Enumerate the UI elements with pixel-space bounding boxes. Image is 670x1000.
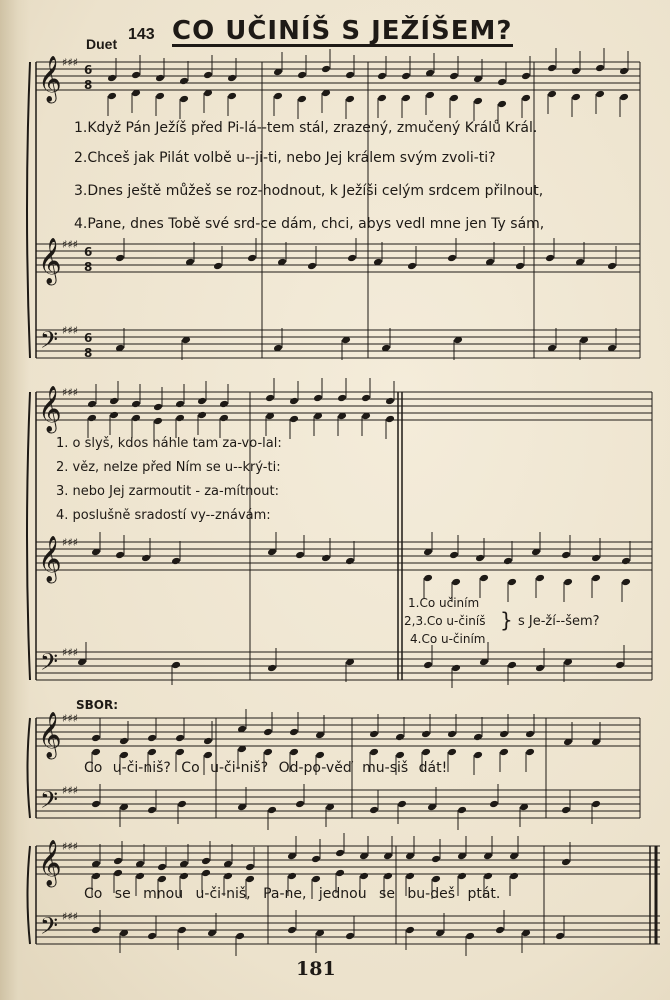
note-head bbox=[245, 863, 255, 872]
note-head bbox=[109, 397, 119, 406]
note-head bbox=[115, 551, 125, 560]
note-head bbox=[547, 90, 557, 99]
svg-text:♯♯♯: ♯♯♯ bbox=[62, 712, 78, 725]
refrain-line-2: 2,3.Co u-činíš bbox=[404, 614, 486, 628]
note-head bbox=[235, 932, 245, 941]
note-head bbox=[405, 872, 415, 881]
note-head bbox=[263, 748, 273, 757]
note-head bbox=[307, 262, 317, 271]
svg-text:♯♯♯: ♯♯♯ bbox=[62, 536, 78, 549]
note-head bbox=[591, 800, 601, 809]
song-title: CO UČINÍŠ S JEŽÍŠEM? bbox=[172, 16, 513, 46]
note-head bbox=[473, 733, 483, 742]
note-head bbox=[535, 574, 545, 583]
note-head bbox=[449, 551, 459, 560]
note-head bbox=[227, 74, 237, 83]
note-head bbox=[407, 262, 417, 271]
note-head bbox=[521, 72, 531, 81]
note-head bbox=[525, 748, 535, 757]
note-head bbox=[141, 554, 151, 563]
note-head bbox=[503, 557, 513, 566]
note-head bbox=[109, 411, 119, 420]
note-head bbox=[447, 730, 457, 739]
note-head bbox=[131, 400, 141, 409]
svg-text:♯♯♯: ♯♯♯ bbox=[62, 238, 78, 251]
note-head bbox=[431, 855, 441, 864]
note-head bbox=[473, 751, 483, 760]
svg-text:♯♯♯: ♯♯♯ bbox=[62, 324, 78, 337]
svg-text:♯♯♯: ♯♯♯ bbox=[62, 784, 78, 797]
note-head bbox=[91, 748, 101, 757]
svg-text:𝄢: 𝄢 bbox=[40, 326, 59, 359]
svg-text:𝄢: 𝄢 bbox=[40, 912, 59, 945]
note-head bbox=[547, 64, 557, 73]
svg-text:8: 8 bbox=[84, 260, 93, 274]
note-head bbox=[289, 728, 299, 737]
note-head bbox=[267, 664, 277, 673]
chorus-lyric: Co u-či-niš? Co u-či-niš? Od-po-věď mu-siš dát! bbox=[84, 760, 448, 776]
note-head bbox=[497, 100, 507, 109]
note-head bbox=[421, 730, 431, 739]
note-head bbox=[473, 97, 483, 106]
note-head bbox=[401, 94, 411, 103]
note-head bbox=[483, 872, 493, 881]
note-head bbox=[267, 806, 277, 815]
note-head bbox=[179, 872, 189, 881]
note-head bbox=[273, 92, 283, 101]
note-head bbox=[377, 94, 387, 103]
note-head bbox=[179, 77, 189, 86]
note-head bbox=[135, 872, 145, 881]
svg-text:𝄞: 𝄞 bbox=[38, 712, 62, 758]
note-head bbox=[147, 932, 157, 941]
note-head bbox=[475, 554, 485, 563]
note-head bbox=[621, 557, 631, 566]
note-head bbox=[153, 403, 163, 412]
note-head bbox=[347, 254, 357, 263]
refrain-line-3: 4.Co u-činím bbox=[410, 632, 486, 646]
note-head bbox=[395, 733, 405, 742]
note-head bbox=[395, 751, 405, 760]
note-head bbox=[313, 394, 323, 403]
note-head bbox=[203, 751, 213, 760]
note-head bbox=[385, 397, 395, 406]
note-head bbox=[421, 748, 431, 757]
staff-2-middle bbox=[36, 542, 652, 570]
note-head bbox=[91, 872, 101, 881]
note-head bbox=[175, 400, 185, 409]
note-head bbox=[595, 90, 605, 99]
note-head bbox=[201, 869, 211, 878]
svg-text:6: 6 bbox=[84, 331, 93, 345]
verse-4-cont-lyric: 4. poslušně sradostí vy--znávám: bbox=[56, 508, 271, 523]
svg-text:𝄢: 𝄢 bbox=[40, 786, 59, 819]
svg-text:8: 8 bbox=[84, 78, 93, 92]
note-head bbox=[507, 578, 517, 587]
note-head bbox=[175, 414, 185, 423]
note-head bbox=[401, 72, 411, 81]
note-head bbox=[621, 578, 631, 587]
note-head bbox=[361, 394, 371, 403]
svg-text:6: 6 bbox=[84, 245, 93, 259]
note-head bbox=[561, 806, 571, 815]
refrain-ending-lyric: s Je-ží--šem? bbox=[518, 614, 600, 629]
staff-2-bass bbox=[36, 652, 652, 680]
note-head bbox=[297, 95, 307, 104]
staff-3-bass bbox=[36, 790, 640, 818]
note-head bbox=[489, 800, 499, 809]
note-head bbox=[245, 875, 255, 884]
note-head bbox=[115, 254, 125, 263]
note-head bbox=[107, 92, 117, 101]
note-head bbox=[289, 415, 299, 424]
note-head bbox=[219, 400, 229, 409]
final-lyric: Co se mnou u-či-niš, Pa-ne, jednou se bu-deš ptát. bbox=[84, 886, 501, 902]
note-head bbox=[289, 397, 299, 406]
note-head bbox=[87, 400, 97, 409]
note-head bbox=[321, 554, 331, 563]
note-head bbox=[337, 394, 347, 403]
page-number: 181 bbox=[296, 958, 336, 980]
verse-4-lyric: 4.Pane, dnes Tobě své srd-ce dám, chci, abys vedl mne jen Ty sám, bbox=[74, 216, 545, 232]
svg-text:♯♯♯: ♯♯♯ bbox=[62, 910, 78, 923]
note-head bbox=[525, 730, 535, 739]
staff-4-bass bbox=[36, 916, 660, 944]
note-head bbox=[131, 414, 141, 423]
svg-text:𝄞: 𝄞 bbox=[38, 840, 62, 886]
note-head bbox=[499, 748, 509, 757]
note-head bbox=[465, 932, 475, 941]
verse-3-lyric: 3.Dnes ještě můžeš se roz-hodnout, k Ježíši celým srdcem přilnout, bbox=[74, 183, 544, 199]
note-head bbox=[619, 93, 629, 102]
svg-text:8: 8 bbox=[84, 346, 93, 360]
note-head bbox=[615, 661, 625, 670]
verse-1-cont-lyric: 1. o slyš, kdos náhle tam za-vo-lal: bbox=[56, 436, 282, 451]
note-head bbox=[335, 849, 345, 858]
note-head bbox=[177, 800, 187, 809]
note-head bbox=[423, 661, 433, 670]
note-head bbox=[155, 92, 165, 101]
note-head bbox=[175, 748, 185, 757]
note-head bbox=[131, 71, 141, 80]
note-head bbox=[345, 71, 355, 80]
note-head bbox=[219, 414, 229, 423]
svg-text:♯♯♯: ♯♯♯ bbox=[62, 646, 78, 659]
note-head bbox=[385, 415, 395, 424]
chorus-label: SBOR: bbox=[76, 698, 119, 712]
note-head bbox=[171, 661, 181, 670]
note-head bbox=[515, 262, 525, 271]
note-head bbox=[377, 72, 387, 81]
svg-text:𝄞: 𝄞 bbox=[38, 386, 62, 432]
svg-text:𝄞: 𝄞 bbox=[38, 56, 62, 102]
note-head bbox=[147, 748, 157, 757]
note-head bbox=[607, 262, 617, 271]
note-head bbox=[175, 734, 185, 743]
note-head bbox=[265, 394, 275, 403]
note-head bbox=[287, 872, 297, 881]
note-head bbox=[509, 872, 519, 881]
svg-text:6: 6 bbox=[84, 63, 93, 77]
voicing-label: Duet bbox=[86, 36, 118, 52]
note-head bbox=[451, 664, 461, 673]
svg-text:𝄢: 𝄢 bbox=[40, 648, 59, 681]
note-head bbox=[359, 872, 369, 881]
note-head bbox=[113, 869, 123, 878]
note-head bbox=[591, 554, 601, 563]
note-head bbox=[595, 64, 605, 73]
note-head bbox=[203, 71, 213, 80]
note-head bbox=[155, 74, 165, 83]
note-head bbox=[619, 67, 629, 76]
note-head bbox=[197, 411, 207, 420]
note-head bbox=[535, 664, 545, 673]
note-head bbox=[495, 926, 505, 935]
note-head bbox=[561, 858, 571, 867]
note-head bbox=[561, 551, 571, 560]
note-head bbox=[91, 734, 101, 743]
note-head bbox=[91, 800, 101, 809]
note-head bbox=[263, 728, 273, 737]
note-head bbox=[345, 95, 355, 104]
note-head bbox=[147, 806, 157, 815]
note-head bbox=[297, 71, 307, 80]
note-head bbox=[591, 574, 601, 583]
note-head bbox=[157, 863, 167, 872]
song-number: 143 bbox=[128, 26, 155, 43]
note-head bbox=[321, 65, 331, 74]
note-head bbox=[295, 800, 305, 809]
note-head bbox=[457, 872, 467, 881]
refrain-line-1: 1.Co učiním bbox=[408, 596, 480, 610]
svg-text:𝄞: 𝄞 bbox=[38, 536, 62, 582]
note-head bbox=[311, 875, 321, 884]
note-head bbox=[571, 67, 581, 76]
note-head bbox=[449, 94, 459, 103]
verse-1-lyric: 1.Když Pán Ježíš před Pi-lá--tem stál, zrazený, zmučený Králů Král. bbox=[74, 120, 538, 136]
note-head bbox=[179, 95, 189, 104]
verse-2-lyric: 2.Chceš jak Pilát volbě u--ji-ti, nebo Jej králem svým zvoli-ti? bbox=[74, 150, 496, 166]
note-head bbox=[369, 806, 379, 815]
note-head bbox=[335, 869, 345, 878]
note-head bbox=[457, 806, 467, 815]
note-head bbox=[571, 93, 581, 102]
note-head bbox=[405, 926, 415, 935]
note-head bbox=[213, 262, 223, 271]
note-head bbox=[113, 857, 123, 866]
note-head bbox=[563, 578, 573, 587]
note-head bbox=[147, 734, 157, 743]
note-head bbox=[247, 254, 257, 263]
verse-2-cont-lyric: 2. věz, nelze před Ním se u--krý-ti: bbox=[56, 460, 281, 475]
note-head bbox=[289, 748, 299, 757]
note-head bbox=[431, 875, 441, 884]
note-head bbox=[157, 875, 167, 884]
note-head bbox=[345, 932, 355, 941]
note-head bbox=[119, 737, 129, 746]
note-head bbox=[447, 748, 457, 757]
note-head bbox=[203, 737, 213, 746]
note-head bbox=[345, 557, 355, 566]
note-head bbox=[177, 926, 187, 935]
note-head bbox=[87, 414, 97, 423]
note-head bbox=[555, 932, 565, 941]
note-head bbox=[423, 574, 433, 583]
note-head bbox=[449, 72, 459, 81]
svg-text:♯♯♯: ♯♯♯ bbox=[62, 386, 78, 399]
staff-1-bass bbox=[36, 330, 640, 358]
refrain-brace: } bbox=[500, 608, 513, 632]
note-head bbox=[171, 557, 181, 566]
note-head bbox=[425, 91, 435, 100]
svg-text:♯♯♯: ♯♯♯ bbox=[62, 840, 78, 853]
note-head bbox=[479, 574, 489, 583]
note-head bbox=[397, 800, 407, 809]
note-head bbox=[287, 926, 297, 935]
note-head bbox=[153, 417, 163, 426]
note-head bbox=[383, 872, 393, 881]
note-head bbox=[369, 748, 379, 757]
note-head bbox=[227, 92, 237, 101]
note-head bbox=[91, 926, 101, 935]
note-head bbox=[107, 74, 117, 83]
note-head bbox=[499, 730, 509, 739]
note-head bbox=[295, 551, 305, 560]
svg-text:♯♯♯: ♯♯♯ bbox=[62, 56, 78, 69]
note-head bbox=[369, 730, 379, 739]
note-head bbox=[545, 254, 555, 263]
note-head bbox=[315, 751, 325, 760]
note-head bbox=[311, 855, 321, 864]
note-head bbox=[447, 254, 457, 263]
note-head bbox=[507, 661, 517, 670]
verse-3-cont-lyric: 3. nebo Jej zarmoutit - za-mítnout: bbox=[56, 484, 279, 499]
note-head bbox=[223, 872, 233, 881]
time-signature bbox=[84, 63, 92, 360]
note-head bbox=[521, 94, 531, 103]
note-head bbox=[451, 578, 461, 587]
note-head bbox=[497, 78, 507, 87]
note-head bbox=[201, 857, 211, 866]
note-head bbox=[197, 397, 207, 406]
svg-text:𝄞: 𝄞 bbox=[38, 238, 62, 284]
note-head bbox=[119, 751, 129, 760]
